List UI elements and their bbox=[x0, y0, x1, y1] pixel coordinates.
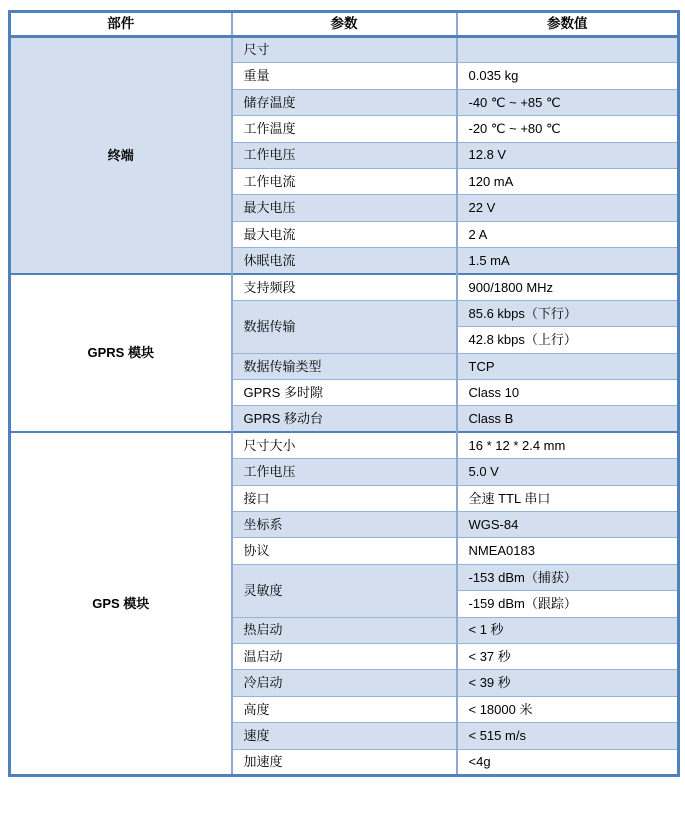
value-cell bbox=[457, 37, 679, 63]
spec-table bbox=[8, 10, 680, 777]
value-cell: 16 * 12 * 2.4 mm bbox=[457, 432, 679, 458]
param-cell: 高度 bbox=[232, 696, 457, 722]
value-cell: -40 ℃ ~ +85 ℃ bbox=[457, 89, 679, 115]
value-cell: 0.035 kg bbox=[457, 63, 679, 89]
component-cell: GPS 模块 bbox=[10, 432, 232, 775]
param-cell: 最大电流 bbox=[232, 221, 457, 247]
param-cell: 最大电压 bbox=[232, 195, 457, 221]
param-cell: 工作电压 bbox=[232, 459, 457, 485]
value-cell: <4g bbox=[457, 749, 679, 775]
component-cell: 终端 bbox=[10, 37, 232, 275]
param-cell: 速度 bbox=[232, 723, 457, 749]
value-cell: < 37 秒 bbox=[457, 643, 679, 669]
value-cell: 120 mA bbox=[457, 168, 679, 194]
param-cell: 重量 bbox=[232, 63, 457, 89]
value-cell: 12.8 V bbox=[457, 142, 679, 168]
param-cell: 尺寸 bbox=[232, 37, 457, 63]
value-cell: -159 dBm（跟踪） bbox=[457, 591, 679, 617]
param-cell: 数据传输类型 bbox=[232, 353, 457, 379]
value-cell: 全速 TTL 串口 bbox=[457, 485, 679, 511]
value-cell: Class B bbox=[457, 406, 679, 432]
param-cell: 坐标系 bbox=[232, 512, 457, 538]
spec-table-body bbox=[10, 37, 679, 776]
table-row bbox=[10, 432, 679, 458]
value-cell: 5.0 V bbox=[457, 459, 679, 485]
param-cell: 灵敏度 bbox=[232, 564, 457, 617]
value-cell: < 18000 米 bbox=[457, 696, 679, 722]
param-cell: 加速度 bbox=[232, 749, 457, 775]
value-cell: 2 A bbox=[457, 221, 679, 247]
param-cell: 工作电压 bbox=[232, 142, 457, 168]
table-row bbox=[10, 274, 679, 300]
param-cell: 温启动 bbox=[232, 643, 457, 669]
header-row bbox=[10, 12, 679, 37]
param-cell: 休眠电流 bbox=[232, 248, 457, 274]
value-cell: WGS-84 bbox=[457, 512, 679, 538]
value-cell: TCP bbox=[457, 353, 679, 379]
param-cell: 工作电流 bbox=[232, 168, 457, 194]
value-cell: 1.5 mA bbox=[457, 248, 679, 274]
param-cell: 协议 bbox=[232, 538, 457, 564]
column-header-component: 部件 bbox=[10, 12, 232, 37]
column-header-value: 参数值 bbox=[457, 12, 679, 37]
param-cell: 工作温度 bbox=[232, 116, 457, 142]
table-row bbox=[10, 37, 679, 63]
value-cell: < 1 秒 bbox=[457, 617, 679, 643]
param-cell: 数据传输 bbox=[232, 300, 457, 353]
param-cell: 支持频段 bbox=[232, 274, 457, 300]
param-cell: GPRS 多时隙 bbox=[232, 380, 457, 406]
param-cell: 尺寸大小 bbox=[232, 432, 457, 458]
param-cell: 冷启动 bbox=[232, 670, 457, 696]
component-cell: GPRS 模块 bbox=[10, 274, 232, 432]
value-cell: < 515 m/s bbox=[457, 723, 679, 749]
param-cell: GPRS 移动台 bbox=[232, 406, 457, 432]
value-cell: 42.8 kbps（上行） bbox=[457, 327, 679, 353]
value-cell: 900/1800 MHz bbox=[457, 274, 679, 300]
column-header-param: 参数 bbox=[232, 12, 457, 37]
value-cell: -153 dBm（捕获） bbox=[457, 564, 679, 590]
value-cell: < 39 秒 bbox=[457, 670, 679, 696]
value-cell: Class 10 bbox=[457, 380, 679, 406]
param-cell: 储存温度 bbox=[232, 89, 457, 115]
param-cell: 热启动 bbox=[232, 617, 457, 643]
param-cell: 接口 bbox=[232, 485, 457, 511]
value-cell: 22 V bbox=[457, 195, 679, 221]
value-cell: 85.6 kbps（下行） bbox=[457, 300, 679, 326]
value-cell: -20 ℃ ~ +80 ℃ bbox=[457, 116, 679, 142]
value-cell: NMEA0183 bbox=[457, 538, 679, 564]
